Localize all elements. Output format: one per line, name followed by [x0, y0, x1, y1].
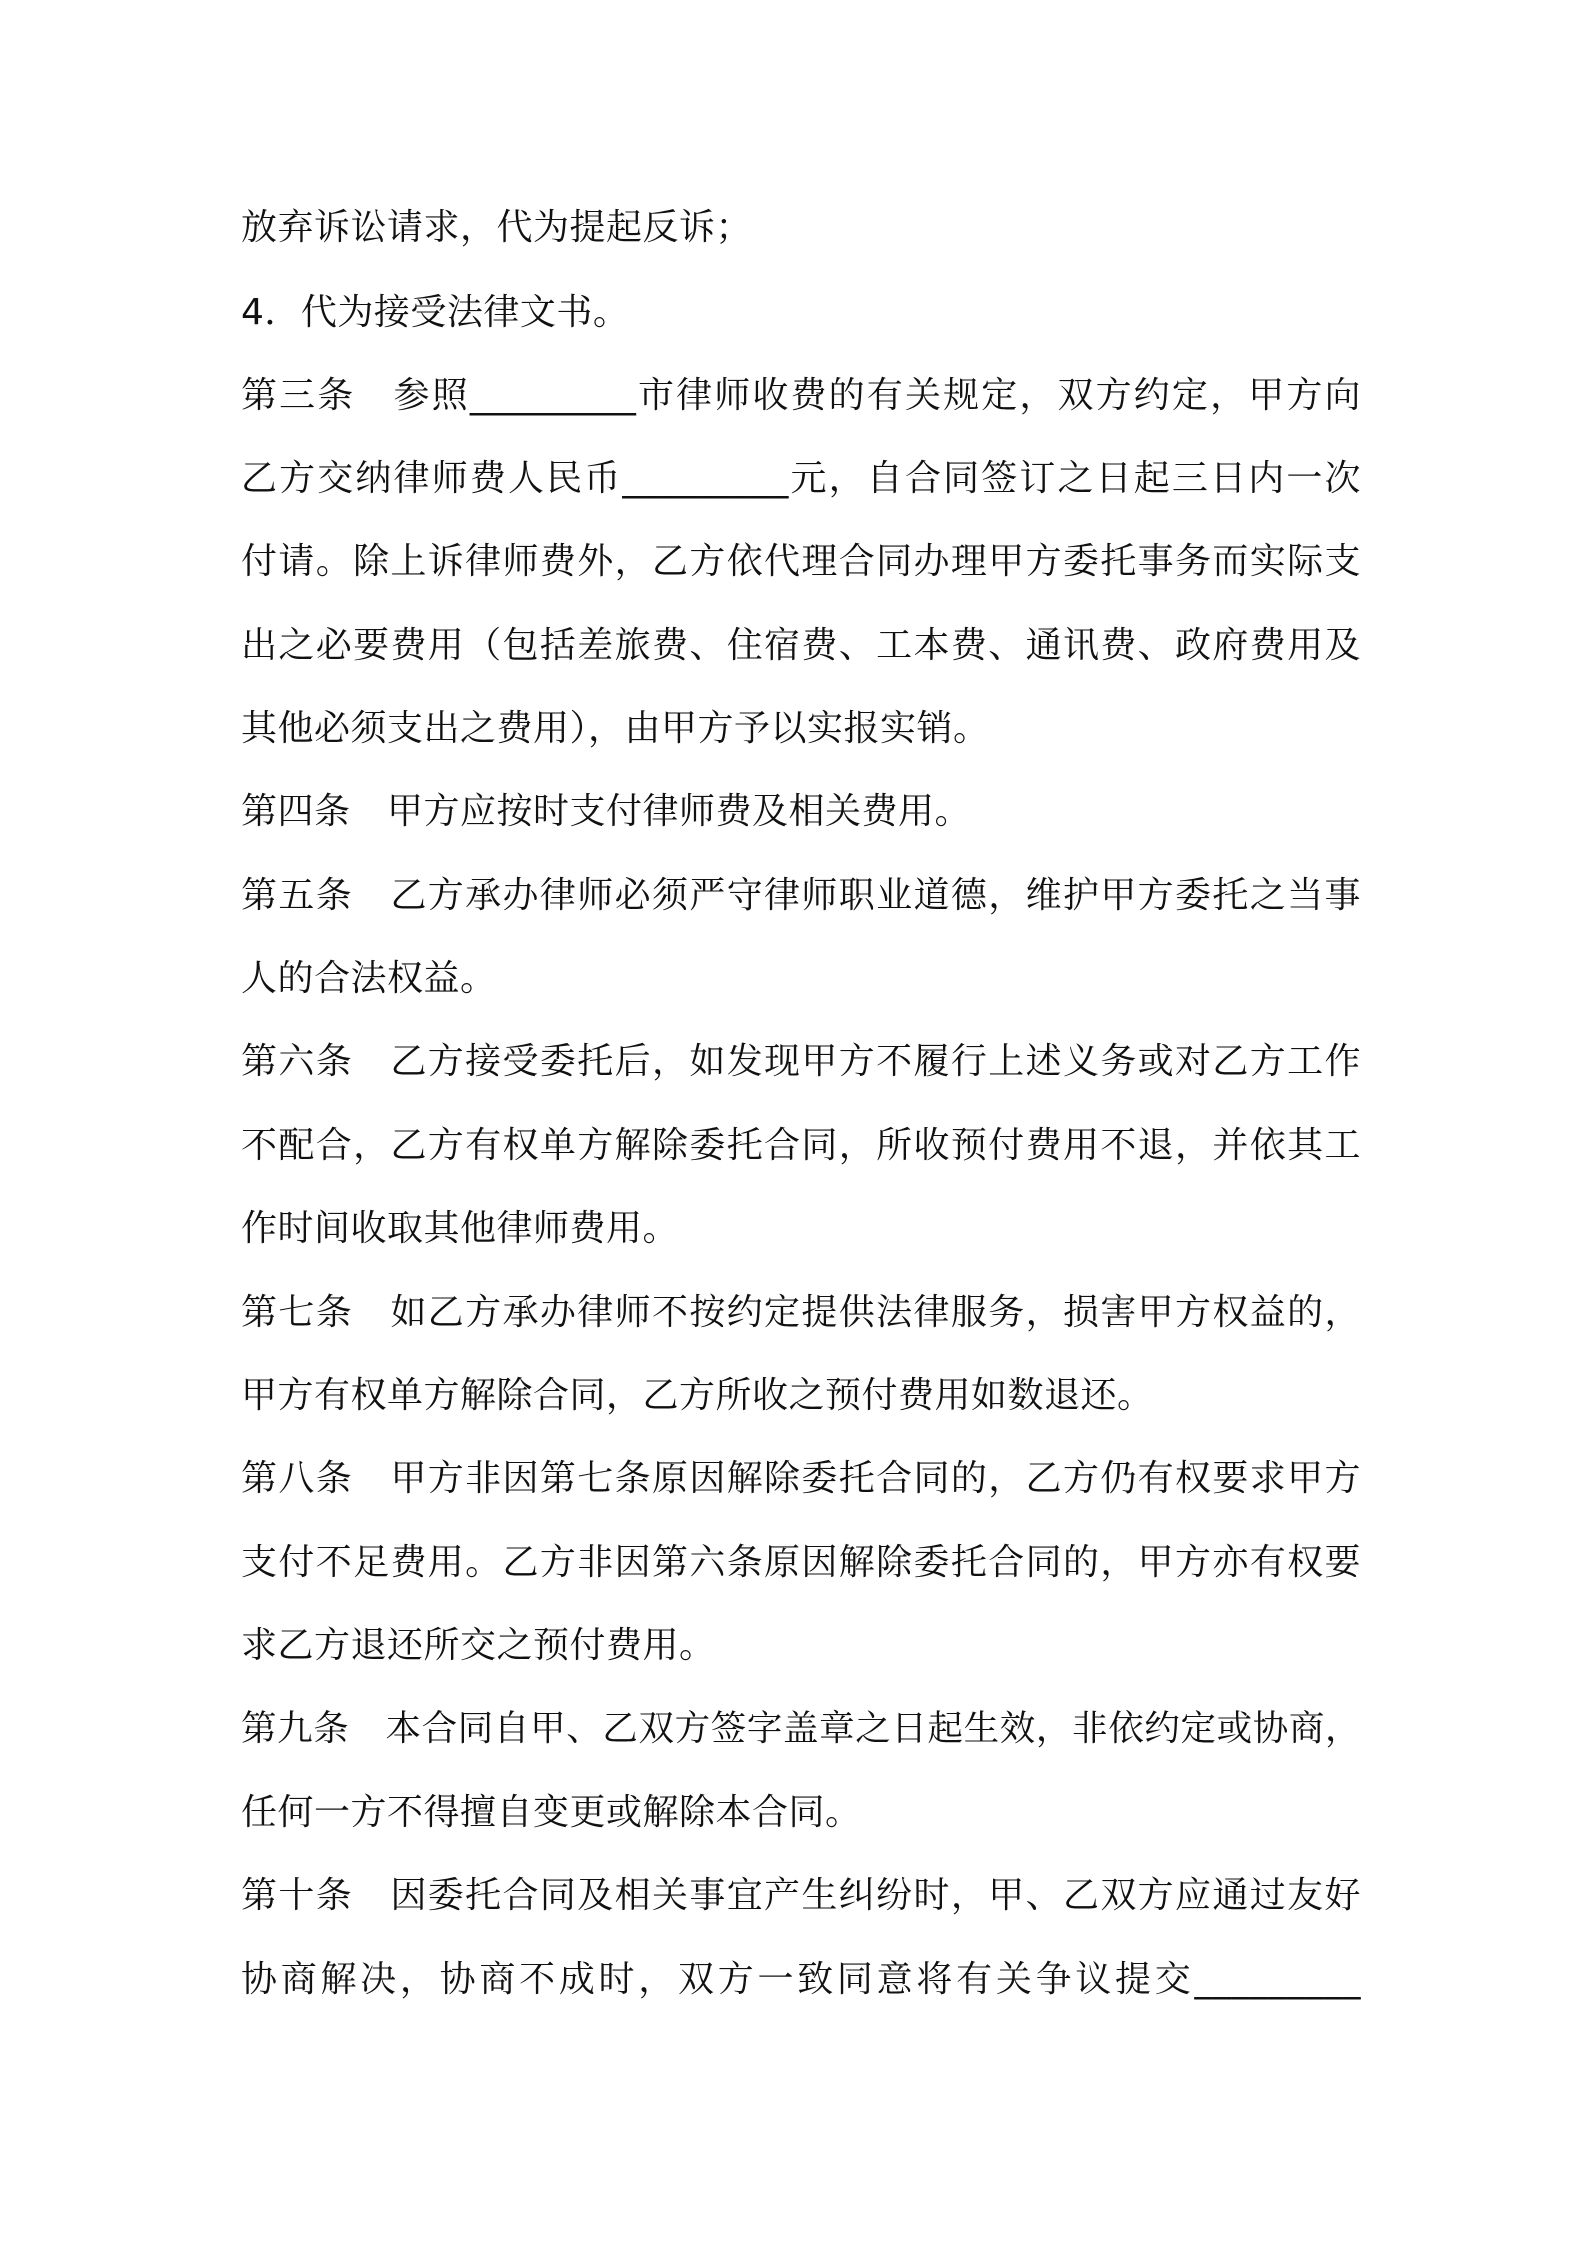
text-line: 甲方有权单方解除合同，乙方所收之预付费用如数退还。 — [241, 1375, 1154, 1416]
text-line: 不配合，乙方有权单方解除委托合同，所收预付费用不退，并依其工 — [241, 1125, 1361, 1166]
text-line: 放弃诉讼请求，代为提起反诉； — [241, 207, 753, 248]
text-line: 求乙方退还所交之预付费用。 — [241, 1625, 716, 1666]
text-line: 其他必须支出之费用），由甲方予以实报实销。 — [241, 708, 990, 749]
clause-4-line: 第四条 甲方应按时支付律师费及相关费用。 — [241, 791, 972, 832]
text-line: 4．代为接受法律文书。 — [241, 292, 630, 333]
clause-8-line: 第八条 甲方非因第七条原因解除委托合同的，乙方仍有权要求甲方 — [241, 1458, 1361, 1499]
clause-7-line: 第七条 如乙方承办律师不按约定提供法律服务，损害甲方权益的， — [241, 1292, 1361, 1333]
clause-3-line: 第三条 参照_________市律师收费的有关规定，双方约定，甲方向 — [241, 375, 1361, 416]
text-line: 任何一方不得擅自变更或解除本合同。 — [241, 1792, 862, 1833]
text-line: 付请。除上诉律师费外，乙方依代理合同办理甲方委托事务而实际支 — [241, 541, 1361, 582]
text-line: 人的合法权益。 — [241, 958, 497, 999]
clause-6-line: 第六条 乙方接受委托后，如发现甲方不履行上述义务或对乙方工作 — [241, 1041, 1361, 1082]
clause-5-line: 第五条 乙方承办律师必须严守律师职业道德，维护甲方委托之当事 — [241, 875, 1361, 916]
clause-10-line: 第十条 因委托合同及相关事宜产生纠纷时，甲、乙双方应通过友好 — [241, 1875, 1361, 1916]
clause-9-line: 第九条 本合同自甲、乙双方签字盖章之日起生效，非依约定或协商， — [241, 1708, 1361, 1749]
text-line: 协商解决，协商不成时，双方一致同意将有关争议提交_________ — [241, 1959, 1361, 2000]
text-line: 作时间收取其他律师费用。 — [241, 1208, 680, 1249]
text-line: 出之必要费用（包括差旅费、住宿费、工本费、通讯费、政府费用及 — [241, 625, 1361, 666]
text-line: 乙方交纳律师费人民币_________元，自合同签订之日起三日内一次 — [241, 458, 1361, 499]
text-line: 支付不足费用。乙方非因第六条原因解除委托合同的，甲方亦有权要 — [241, 1542, 1361, 1583]
